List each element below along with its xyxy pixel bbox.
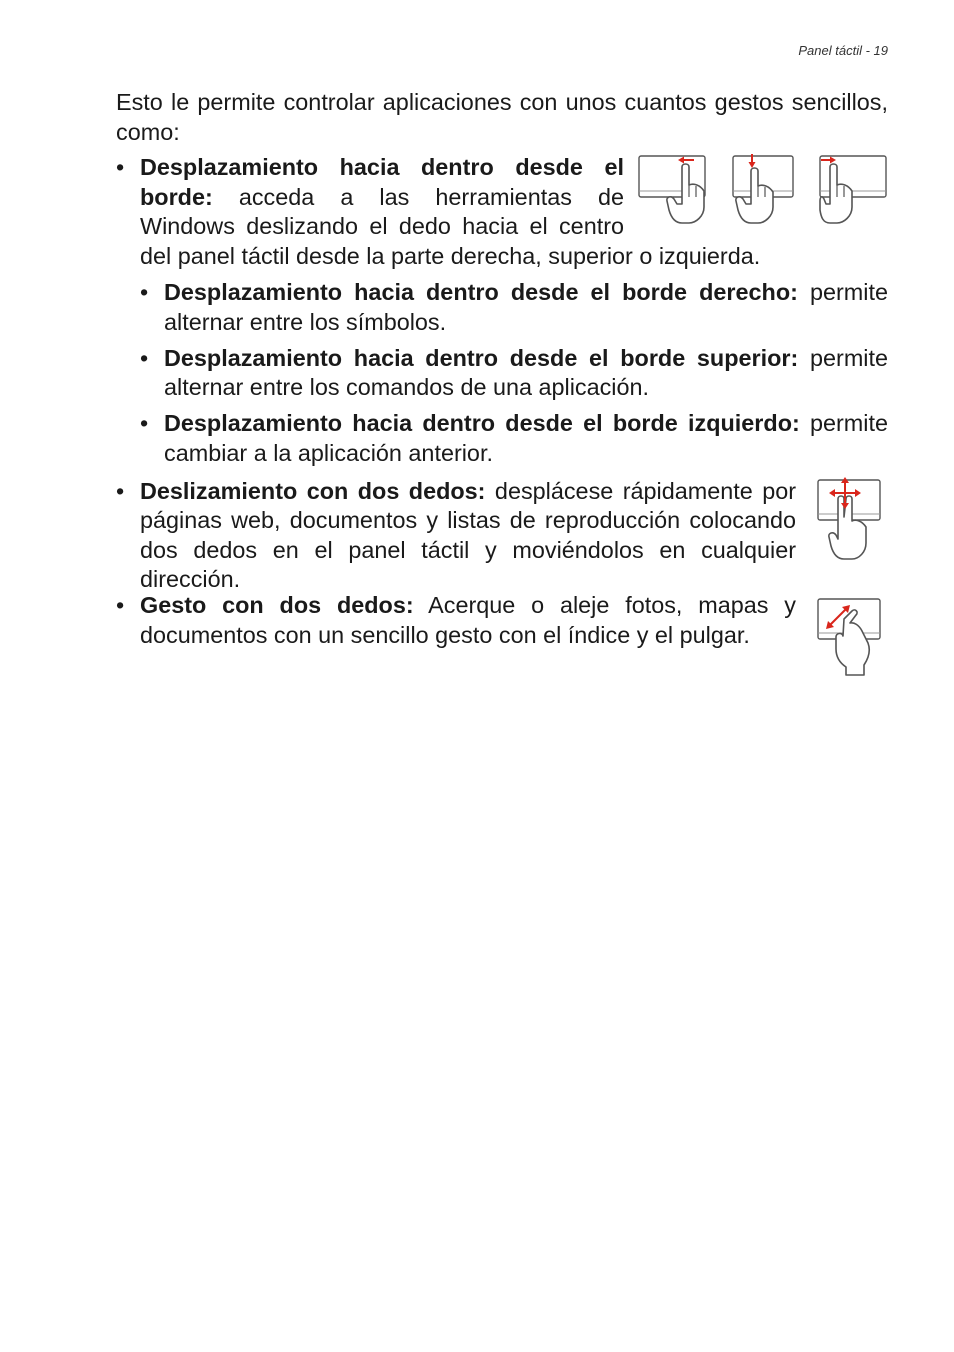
swipe-from-left-edge-icon	[818, 153, 888, 225]
pinch-illustration	[810, 591, 888, 675]
document-body	[116, 88, 888, 681]
swipe-from-right-edge-icon	[638, 153, 708, 225]
bullet-title: Desplazamiento hacia dentro desde el borde:	[140, 154, 624, 210]
bullet-pinch-text	[140, 591, 888, 650]
subitem-title: Desplazamiento hacia dentro desde el borde derecho:	[164, 279, 798, 306]
pinch-zoom-icon	[816, 597, 888, 677]
subitem-description: permite alternar entre los símbolos.	[164, 279, 888, 335]
bullet-edge-swipe	[116, 153, 888, 271]
edge-swipe-illustrations	[638, 153, 888, 227]
two-finger-scroll-icon	[816, 477, 888, 561]
page-header: Panel táctil - 19	[798, 43, 888, 58]
bullet-title: Deslizamiento con dos dedos:	[140, 477, 486, 504]
subitem-title: Desplazamiento hacia dentro desde el borde superior:	[164, 344, 799, 371]
intro-paragraph: Esto le permite controlar aplicaciones con unos cuantos gestos sencillos, como:	[116, 89, 888, 145]
bullet-two-finger-scroll	[116, 477, 888, 595]
bullet-pinch	[116, 591, 888, 681]
subitem-description: permite cambiar a la aplicación anterior.	[164, 410, 888, 467]
bullet-two-finger-scroll-text	[140, 477, 888, 595]
swipe-from-top-edge-icon	[731, 153, 797, 225]
subitem-left-edge	[116, 409, 888, 468]
two-finger-scroll-illustration	[810, 477, 888, 561]
bullet-description: desplácese rápidamente por páginas web, documentos y listas de reproducción colocando dos dedos en el panel táctil y moviéndolos en cualquier dirección.	[140, 477, 797, 593]
subitem-description: permite alternar entre los comandos de una aplicación.	[164, 344, 889, 401]
subitem-title: Desplazamiento hacia dentro desde el borde izquierdo:	[164, 410, 800, 437]
subitem-top-edge	[116, 344, 888, 403]
bullet-title: Gesto con dos dedos:	[140, 592, 414, 618]
subitem-right-edge	[116, 278, 888, 337]
bullet-description: acceda a las herramientas de Windows deslizando el dedo hacia el centro del panel táctil desde la parte derecha, superior o izquierda.	[140, 183, 761, 269]
bullet-description: Acerque o aleje fotos, mapas y documentos con un sencillo gesto con el índice y el pulgar.	[140, 592, 796, 648]
